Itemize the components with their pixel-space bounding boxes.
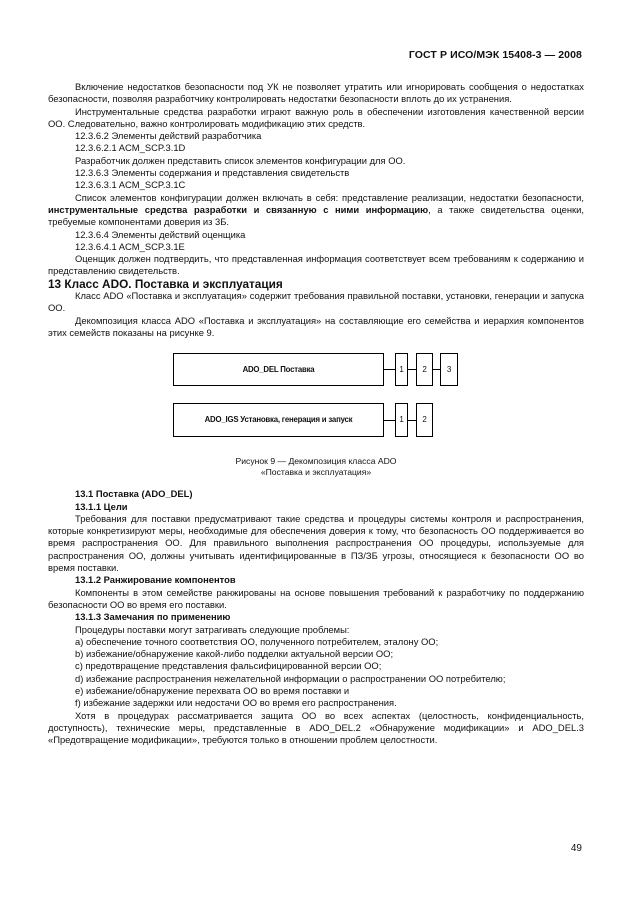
component-number: 1 — [399, 415, 404, 425]
clause-heading: 12.3.6.4 Элементы действий оценщика — [75, 228, 246, 240]
clause-heading: 12.3.6.4.1 ACM_SCP.3.1E — [75, 240, 185, 252]
paragraph: Включение недостатков безопасности под УК не позволяет утратить или игнорировать сообщения о недостатках безопасности, позволяя разработчику контролировать недостатки безопасности вплоть до их устранения. — [48, 81, 584, 105]
connector-line — [433, 369, 440, 370]
component-box — [416, 403, 433, 437]
text-run: Список элементов конфигурации должен включать в себя: представление реализации, недостатки безопасности, — [75, 191, 584, 203]
clause-heading: 12.3.6.3.1 ACM_SCP.3.1C — [75, 179, 186, 191]
figure-9-diagram — [48, 349, 584, 452]
paragraph: Хотя в процедурах рассматривается защита ОО во всех аспектах (целостность, конфиденциальность, доступность), технические меры, представленные в ADO_DEL.2 «Обнаружение модификации» и ADO_DEL.3 «Предотвращение модификации», требуются только в отношении проблем целостности. — [48, 709, 584, 746]
bold-text-run: инструментальные средства разработки и связанную с ними информацию — [48, 203, 429, 215]
component-number: 1 — [399, 364, 404, 374]
connector-line — [408, 420, 416, 421]
connector-line — [384, 420, 395, 421]
component-box — [395, 353, 408, 386]
component-box — [416, 353, 433, 386]
component-number: 2 — [422, 415, 427, 425]
paragraph: Декомпозиция класса ADO «Поставка и эксплуатация» на составляющие его семейства и иерархия компонентов этих семейств показаны на рисунке 9. — [48, 314, 584, 338]
paragraph: Компоненты в этом семействе ранжированы на основе повышения требований к разработчику по поддержанию безопасности ОО во время его поставки. — [48, 586, 584, 610]
connector-line — [408, 369, 416, 370]
subsection-heading: 13.1.3 Замечания по применению — [75, 611, 231, 623]
subsection-heading: 13.1 Поставка (ADO_DEL) — [75, 488, 193, 500]
caption-line: «Поставка и эксплуатация» — [260, 467, 372, 478]
paragraph: Разработчик должен представить список элементов конфигурации для ОО. — [75, 154, 406, 166]
paragraph — [48, 192, 584, 229]
family-label: ADO_IGS Установка, генерация и запуск — [204, 415, 353, 425]
paragraph: Класс ADO «Поставка и эксплуатация» содержит требования правильной поставки, установки, генерации и запуска ОО. — [48, 290, 584, 314]
connector-line — [384, 369, 395, 370]
paragraph: Процедуры поставки могут затрагивать следующие проблемы: — [75, 623, 350, 635]
subsection-heading: 13.1.2 Ранжирование компонентов — [75, 574, 236, 586]
page-number: 49 — [570, 843, 582, 854]
family-box-ado-igs — [173, 403, 384, 437]
clause-heading: 12.3.6.3 Элементы содержания и представления свидетельств — [75, 167, 350, 179]
component-box — [395, 403, 408, 437]
family-label: ADO_DEL Поставка — [242, 364, 315, 374]
list-item: a) обеспечение точного соответствия ОО, полученного потребителем, эталону ОО; — [75, 635, 439, 647]
paragraph: Оценщик должен подтвердить, что представленная информация соответствует всем требованиям к содержанию и представлению свидетельств. — [48, 253, 584, 277]
list-item: f) избежание задержки или недостачи ОО во время его распространения. — [75, 697, 397, 709]
section-title: 13 Класс ADO. Поставка и эксплуатация — [48, 276, 283, 291]
page-content — [48, 81, 584, 746]
figure-caption — [48, 456, 584, 478]
family-box-ado-del — [173, 353, 384, 386]
list-item: d) избежание распространения нежелательной информации о распространении ОО потребителю; — [75, 672, 506, 684]
list-item: c) предотвращение представления фальсифицированной версии ОО; — [75, 660, 382, 672]
caption-line: Рисунок 9 — Декомпозиция класса ADO — [235, 456, 397, 467]
paragraph: Требования для поставки предусматривают такие средства и процедуры системы контроля и распространения, которые конкретизируют меры, необходимые для обеспечения доверия к тому, что безопасность ОО поддерживается во время распространения ОО. Для правильного выполнения распространения ОО процедуры, используемые для распространения ОО, должны учитывать идентифицированные в ПЗ/ЗБ угрозы, относящиеся к безопасности ОО во время поставки. — [48, 512, 584, 574]
subsection-heading: 13.1.1 Цели — [75, 500, 128, 512]
list-item: e) избежание/обнаружение перехвата ОО во время поставки и — [75, 684, 350, 696]
list-item: b) избежание/обнаружение какой-либо подделки актуальной версии ОО; — [75, 648, 394, 660]
text-run: , а также свидетельства оценки, требуемые компонентами доверия из 3Б. — [48, 203, 584, 228]
clause-heading: 12.3.6.2 Элементы действий разработчика — [75, 130, 262, 142]
paragraph: Инструментальные средства разработки играют важную роль в обеспечении изготовления качественной версии ОО. Следовательно, важно контролировать модификацию этих средств. — [48, 105, 584, 129]
page-header: ГОСТ Р ИСО/МЭК 15408-3 — 2008 — [408, 49, 582, 61]
component-number: 3 — [446, 364, 452, 374]
component-number: 2 — [422, 364, 427, 374]
component-box — [440, 353, 458, 386]
clause-heading: 12.3.6.2.1 ACM_SCP.3.1D — [75, 142, 186, 154]
